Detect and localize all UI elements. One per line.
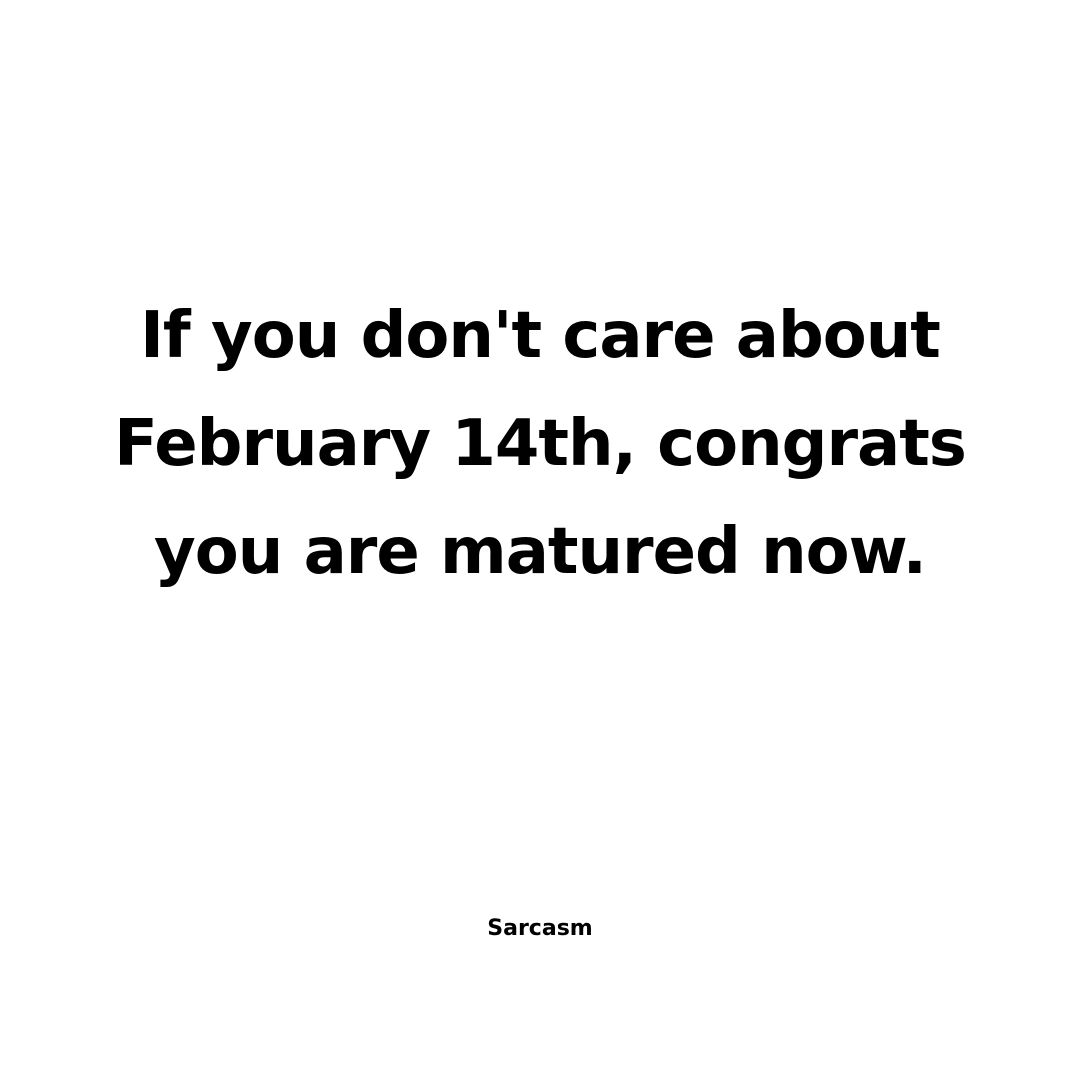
quote-line-3: you are matured now. <box>154 515 926 589</box>
quote-line-2: February 14th, congrats <box>114 407 966 481</box>
attribution-label: Sarcasm <box>487 916 593 941</box>
quote-line-1: If you don't care about <box>140 299 940 373</box>
quote-text <box>0 282 1080 606</box>
